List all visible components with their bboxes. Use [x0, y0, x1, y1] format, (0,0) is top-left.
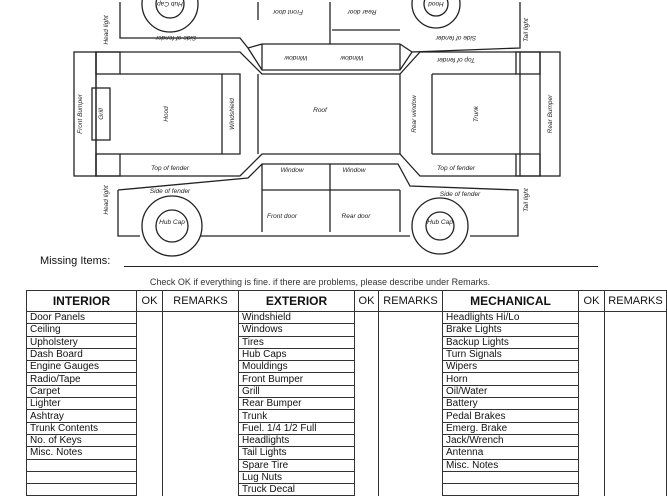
label-front-bumper: Front Bumper: [77, 94, 84, 134]
label-hub-cap-lower-right: Hub Cap: [427, 219, 453, 226]
exterior-remarks-cell[interactable]: [379, 471, 443, 483]
checklist-header-row: [27, 291, 667, 312]
exterior-item: Windows: [239, 324, 355, 336]
exterior-ok-cell[interactable]: [355, 434, 379, 446]
exterior-remarks-cell[interactable]: [379, 312, 443, 324]
mechanical-ok-cell[interactable]: [579, 471, 605, 483]
missing-items-label: Missing Items:: [40, 255, 111, 267]
label-hood: Hood: [163, 106, 170, 122]
exterior-ok-cell[interactable]: [355, 484, 379, 496]
mechanical-remarks-cell[interactable]: [605, 422, 667, 434]
instructions-text: Check OK if everything is fine. if there are problems, please describe under Remarks.: [149, 277, 491, 287]
label-top-of-fender-lower-right: Top of fender: [436, 165, 476, 172]
interior-remarks-cell[interactable]: [163, 459, 239, 471]
interior-ok-cell[interactable]: [137, 422, 163, 434]
lower-rear-wheel: [412, 198, 468, 254]
interior-remarks-cell[interactable]: [163, 410, 239, 422]
mechanical-ok-cell[interactable]: [579, 312, 605, 324]
exterior-item: Tires: [239, 336, 355, 348]
exterior-remarks-cell[interactable]: [379, 373, 443, 385]
interior-item: Door Panels: [27, 312, 137, 324]
interior-item: Radio/Tape: [27, 373, 137, 385]
mechanical-ok-cell[interactable]: [579, 459, 605, 471]
interior-remarks-cell[interactable]: [163, 385, 239, 397]
label-rear-door-lower: Rear door: [341, 213, 371, 220]
mechanical-item: Horn: [443, 373, 579, 385]
label-head-light-lower: Head light: [103, 185, 110, 215]
exterior-ok-cell[interactable]: [355, 336, 379, 348]
interior-item: Trunk Contents: [27, 422, 137, 434]
table-row: [27, 361, 667, 373]
mechanical-remarks-cell[interactable]: [605, 324, 667, 336]
mechanical-item: Brake Lights: [443, 324, 579, 336]
mechanical-remarks-cell[interactable]: [605, 336, 667, 348]
mechanical-item: Jack/Wrench: [443, 434, 579, 446]
interior-ok-cell[interactable]: [137, 398, 163, 410]
exterior-ok-cell[interactable]: [355, 361, 379, 373]
mechanical-remarks-cell[interactable]: [605, 398, 667, 410]
mechanical-item: Oil/Water: [443, 385, 579, 397]
label-rear-window: Rear window: [411, 95, 418, 133]
label-window-upper-left: Window: [284, 54, 308, 61]
mechanical-item: Turn Signals: [443, 348, 579, 360]
label-tail-light-upper: Tail light: [523, 18, 530, 42]
label-side-of-fender-upper-left: Side of fender: [155, 34, 197, 41]
interior-item: [27, 471, 137, 483]
checklist-body: [27, 312, 667, 496]
interior-remarks-cell[interactable]: [163, 324, 239, 336]
mechanical-ok-cell[interactable]: [579, 434, 605, 446]
interior-remarks-header: REMARKS: [163, 291, 239, 312]
mechanical-ok-cell[interactable]: [579, 398, 605, 410]
mechanical-remarks-cell[interactable]: [605, 348, 667, 360]
mechanical-ok-cell[interactable]: [579, 336, 605, 348]
label-window-lower-right: Window: [342, 167, 366, 174]
interior-ok-cell[interactable]: [137, 348, 163, 360]
mechanical-ok-cell[interactable]: [579, 348, 605, 360]
interior-remarks-cell[interactable]: [163, 312, 239, 324]
mechanical-item: Backup Lights: [443, 336, 579, 348]
interior-item: Lighter: [27, 398, 137, 410]
label-window-lower-left: Window: [280, 167, 304, 174]
label-side-of-fender-upper-right: Side of fender: [435, 34, 477, 41]
interior-remarks-cell[interactable]: [163, 471, 239, 483]
interior-remarks-cell[interactable]: [163, 447, 239, 459]
mechanical-ok-cell[interactable]: [579, 324, 605, 336]
interior-item: Upholstery: [27, 336, 137, 348]
interior-item: [27, 484, 137, 496]
label-hood-upper: Hood: [428, 0, 444, 7]
exterior-remarks-cell[interactable]: [379, 385, 443, 397]
label-tail-light-lower: Tail light: [523, 188, 530, 212]
interior-ok-cell[interactable]: [137, 312, 163, 324]
exterior-item: Front Bumper: [239, 373, 355, 385]
table-row: [27, 398, 667, 410]
mechanical-item: [443, 471, 579, 483]
table-row: [27, 385, 667, 397]
interior-remarks-cell[interactable]: [163, 373, 239, 385]
exterior-remarks-cell[interactable]: [379, 422, 443, 434]
mechanical-ok-cell[interactable]: [579, 447, 605, 459]
exterior-ok-cell[interactable]: [355, 324, 379, 336]
exterior-ok-cell[interactable]: [355, 410, 379, 422]
lower-hub-cap-wheel: [142, 196, 202, 256]
table-row: [27, 447, 667, 459]
exterior-remarks-cell[interactable]: [379, 459, 443, 471]
interior-item: [27, 459, 137, 471]
mechanical-item: Antenna: [443, 447, 579, 459]
exterior-item: Windshield: [239, 312, 355, 324]
mechanical-ok-cell[interactable]: [579, 361, 605, 373]
interior-ok-header: OK: [137, 291, 163, 312]
mechanical-remarks-cell[interactable]: [605, 312, 667, 324]
mechanical-remarks-cell[interactable]: [605, 410, 667, 422]
exterior-remarks-cell[interactable]: [379, 484, 443, 496]
interior-ok-cell[interactable]: [137, 410, 163, 422]
label-front-door-upper: Front door: [273, 8, 303, 15]
table-row: [27, 484, 667, 496]
mechanical-ok-header: OK: [579, 291, 605, 312]
table-row: [27, 324, 667, 336]
label-grill: Grill: [98, 108, 105, 120]
mechanical-item: Misc. Notes: [443, 459, 579, 471]
label-top-of-fender-lower-left: Top of fender: [150, 165, 190, 172]
exterior-item: Lug Nuts: [239, 471, 355, 483]
mechanical-remarks-cell[interactable]: [605, 471, 667, 483]
label-top-of-fender-upper: Top of fender: [436, 56, 476, 63]
interior-header: INTERIOR: [27, 291, 137, 312]
mechanical-ok-cell[interactable]: [579, 385, 605, 397]
exterior-header: EXTERIOR: [239, 291, 355, 312]
exterior-item: Tail Lights: [239, 447, 355, 459]
exterior-ok-cell[interactable]: [355, 422, 379, 434]
mechanical-remarks-cell[interactable]: [605, 373, 667, 385]
mechanical-remarks-header: REMARKS: [605, 291, 667, 312]
exterior-remarks-cell[interactable]: [379, 348, 443, 360]
label-hub-cap-upper: Hub Cap: [157, 0, 183, 7]
label-windshield: Windshield: [229, 98, 236, 130]
label-side-of-fender-lower-left: Side of fender: [149, 188, 191, 195]
interior-remarks-cell[interactable]: [163, 398, 239, 410]
interior-remarks-cell[interactable]: [163, 434, 239, 446]
mechanical-item: Headlights Hi/Lo: [443, 312, 579, 324]
exterior-ok-header: OK: [355, 291, 379, 312]
table-row: [27, 410, 667, 422]
table-row: [27, 434, 667, 446]
missing-items-field[interactable]: [124, 266, 598, 267]
exterior-item: Headlights: [239, 434, 355, 446]
exterior-item: Fuel. 1/4 1/2 Full: [239, 422, 355, 434]
inspection-checklist-table: [26, 290, 667, 496]
exterior-remarks-cell[interactable]: [379, 434, 443, 446]
table-row: [27, 312, 667, 324]
interior-ok-cell[interactable]: [137, 373, 163, 385]
exterior-remarks-cell[interactable]: [379, 410, 443, 422]
exterior-remarks-header: REMARKS: [379, 291, 443, 312]
exterior-item: Truck Decal: [239, 484, 355, 496]
interior-item: Engine Gauges: [27, 361, 137, 373]
label-window-upper-right: Window: [340, 54, 364, 61]
mechanical-remarks-cell[interactable]: [605, 385, 667, 397]
mechanical-remarks-cell[interactable]: [605, 484, 667, 496]
exterior-ok-cell[interactable]: [355, 348, 379, 360]
mechanical-item: Wipers: [443, 361, 579, 373]
interior-remarks-cell[interactable]: [163, 348, 239, 360]
label-front-door-lower: Front door: [267, 213, 297, 220]
interior-ok-cell[interactable]: [137, 385, 163, 397]
mechanical-remarks-cell[interactable]: [605, 361, 667, 373]
interior-item: Ashtray: [27, 410, 137, 422]
mechanical-item: Battery: [443, 398, 579, 410]
exterior-item: Rear Bumper: [239, 398, 355, 410]
interior-remarks-cell[interactable]: [163, 336, 239, 348]
exterior-ok-cell[interactable]: [355, 471, 379, 483]
table-row: [27, 336, 667, 348]
table-row: [27, 422, 667, 434]
interior-remarks-cell[interactable]: [163, 361, 239, 373]
mechanical-ok-cell[interactable]: [579, 410, 605, 422]
exterior-item: Trunk: [239, 410, 355, 422]
interior-remarks-cell[interactable]: [163, 422, 239, 434]
exterior-ok-cell[interactable]: [355, 447, 379, 459]
interior-ok-cell[interactable]: [137, 471, 163, 483]
exterior-item: Hub Caps: [239, 348, 355, 360]
mechanical-item: Pedal Brakes: [443, 410, 579, 422]
interior-ok-cell[interactable]: [137, 336, 163, 348]
table-row: [27, 471, 667, 483]
mechanical-header: MECHANICAL: [443, 291, 579, 312]
mechanical-remarks-cell[interactable]: [605, 459, 667, 471]
label-trunk: Trunk: [473, 105, 480, 123]
exterior-ok-cell[interactable]: [355, 373, 379, 385]
exterior-remarks-cell[interactable]: [379, 336, 443, 348]
mechanical-remarks-cell[interactable]: [605, 447, 667, 459]
label-rear-door-upper: Rear door: [347, 8, 377, 15]
exterior-item: Grill: [239, 385, 355, 397]
mechanical-ok-cell[interactable]: [579, 422, 605, 434]
exterior-item: Spare Tire: [239, 459, 355, 471]
interior-ok-cell[interactable]: [137, 484, 163, 496]
table-row: [27, 348, 667, 360]
mechanical-remarks-cell[interactable]: [605, 434, 667, 446]
interior-item: Ceiling: [27, 324, 137, 336]
mechanical-ok-cell[interactable]: [579, 373, 605, 385]
car-inspection-diagram: [0, 0, 640, 258]
exterior-remarks-cell[interactable]: [379, 324, 443, 336]
interior-ok-cell[interactable]: [137, 447, 163, 459]
label-head-light-upper: Head light: [103, 15, 110, 45]
exterior-remarks-cell[interactable]: [379, 398, 443, 410]
interior-item: Carpet: [27, 385, 137, 397]
interior-item: Misc. Notes: [27, 447, 137, 459]
interior-item: Dash Board: [27, 348, 137, 360]
interior-ok-cell[interactable]: [137, 459, 163, 471]
interior-ok-cell[interactable]: [137, 361, 163, 373]
table-row: [27, 459, 667, 471]
label-rear-bumper: Rear Bumper: [547, 94, 554, 134]
label-roof: Roof: [313, 107, 327, 114]
exterior-ok-cell[interactable]: [355, 459, 379, 471]
exterior-remarks-cell[interactable]: [379, 447, 443, 459]
table-row: [27, 373, 667, 385]
interior-remarks-cell[interactable]: [163, 484, 239, 496]
exterior-ok-cell[interactable]: [355, 398, 379, 410]
interior-item: No. of Keys: [27, 434, 137, 446]
mechanical-item: [443, 484, 579, 496]
exterior-item: Mouldings: [239, 361, 355, 373]
exterior-ok-cell[interactable]: [355, 385, 379, 397]
interior-ok-cell[interactable]: [137, 324, 163, 336]
exterior-ok-cell[interactable]: [355, 312, 379, 324]
mechanical-ok-cell[interactable]: [579, 484, 605, 496]
interior-ok-cell[interactable]: [137, 434, 163, 446]
exterior-remarks-cell[interactable]: [379, 361, 443, 373]
label-side-of-fender-lower-right: Side of fender: [439, 191, 481, 198]
mechanical-item: Emerg. Brake: [443, 422, 579, 434]
label-hub-cap-lower-left: Hub Cap: [159, 219, 185, 226]
